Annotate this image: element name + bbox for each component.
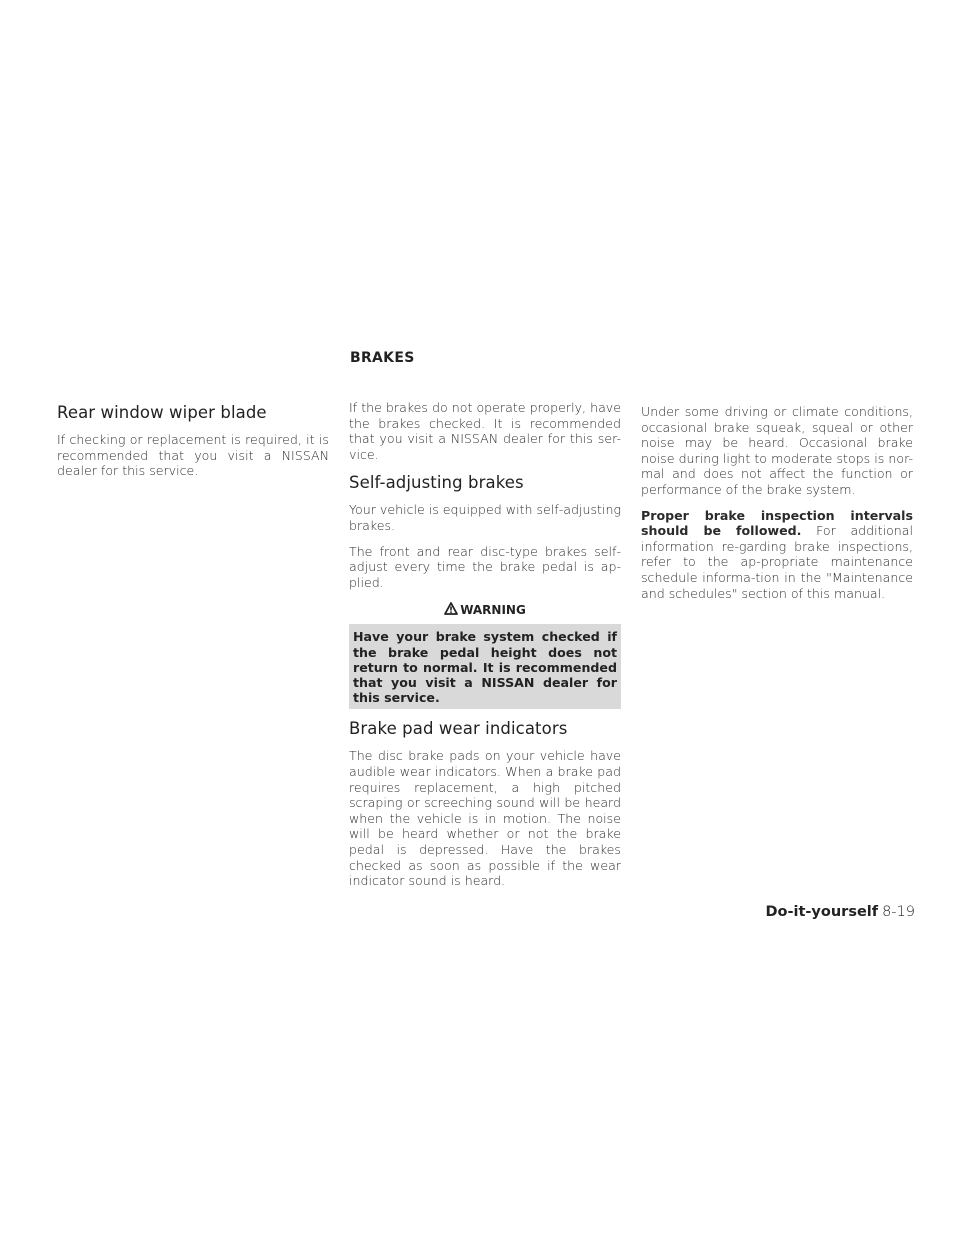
heading-self-adjusting: Self-adjusting brakes — [349, 473, 524, 493]
column-left — [57, 403, 329, 489]
warning-label: WARNING — [460, 603, 526, 618]
warning-box: Have your brake system checked if the brake pedal height does not return to normal. It is recommended that you visit a NISSAN dealer for this service. — [349, 624, 621, 709]
heading-brake-pad: Brake pad wear indicators — [349, 719, 568, 739]
section-title: BRAKES — [350, 350, 415, 366]
paragraph-self-adjusting-1: Your vehicle is equipped with self-adjusting brakes. — [349, 502, 622, 533]
column-middle — [349, 400, 621, 899]
bold-inspection-lead: Proper brake inspection intervals should be followed. — [641, 507, 913, 539]
heading-rear-wiper: Rear window wiper blade — [57, 403, 267, 422]
inspection-text: For additional information re-garding brake inspections, refer to the ap-propriate maintenance schedule informa-tion in the "Maintenance and schedules" section of this manual. — [641, 523, 913, 601]
warning-header — [349, 602, 621, 618]
paragraph-self-adjusting-2: The front and rear disc-type brakes self-adjust every time the brake pedal is ap-plied. — [349, 543, 621, 590]
paragraph-brake-inspection — [641, 508, 913, 602]
paragraph-brake-noise: Under some driving or climate conditions, occasional brake squeak, squeal or other noise may be heard. Occasional brake noise during light to moderate stops is nor-mal and does not affect the function or performance of the brake system. — [641, 404, 913, 497]
warning-triangle-icon — [444, 602, 458, 618]
footer-page-number: 8-19 — [882, 904, 915, 920]
paragraph-brakes-intro: If the brakes do not operate properly, have the brakes checked. It is recommended that you visit a NISSAN dealer for this ser-vice. — [349, 400, 621, 462]
paragraph-rear-wiper: If checking or replacement is required, it is recommended that you visit a NISSAN dealer for this service. — [57, 432, 329, 479]
page-footer — [766, 904, 916, 920]
column-right — [641, 404, 913, 611]
footer-section: Do-it-yourself — [765, 904, 879, 920]
paragraph-brake-pad: The disc brake pads on your vehicle have audible wear indicators. When a brake pad requires replacement, a high pitched scraping or screeching sound will be heard when the vehicle is in motion. The noise will be heard whether or not the brake pedal is depressed. Have the brakes checked as soon as possible if the wear indicator sound is heard. — [349, 748, 621, 889]
